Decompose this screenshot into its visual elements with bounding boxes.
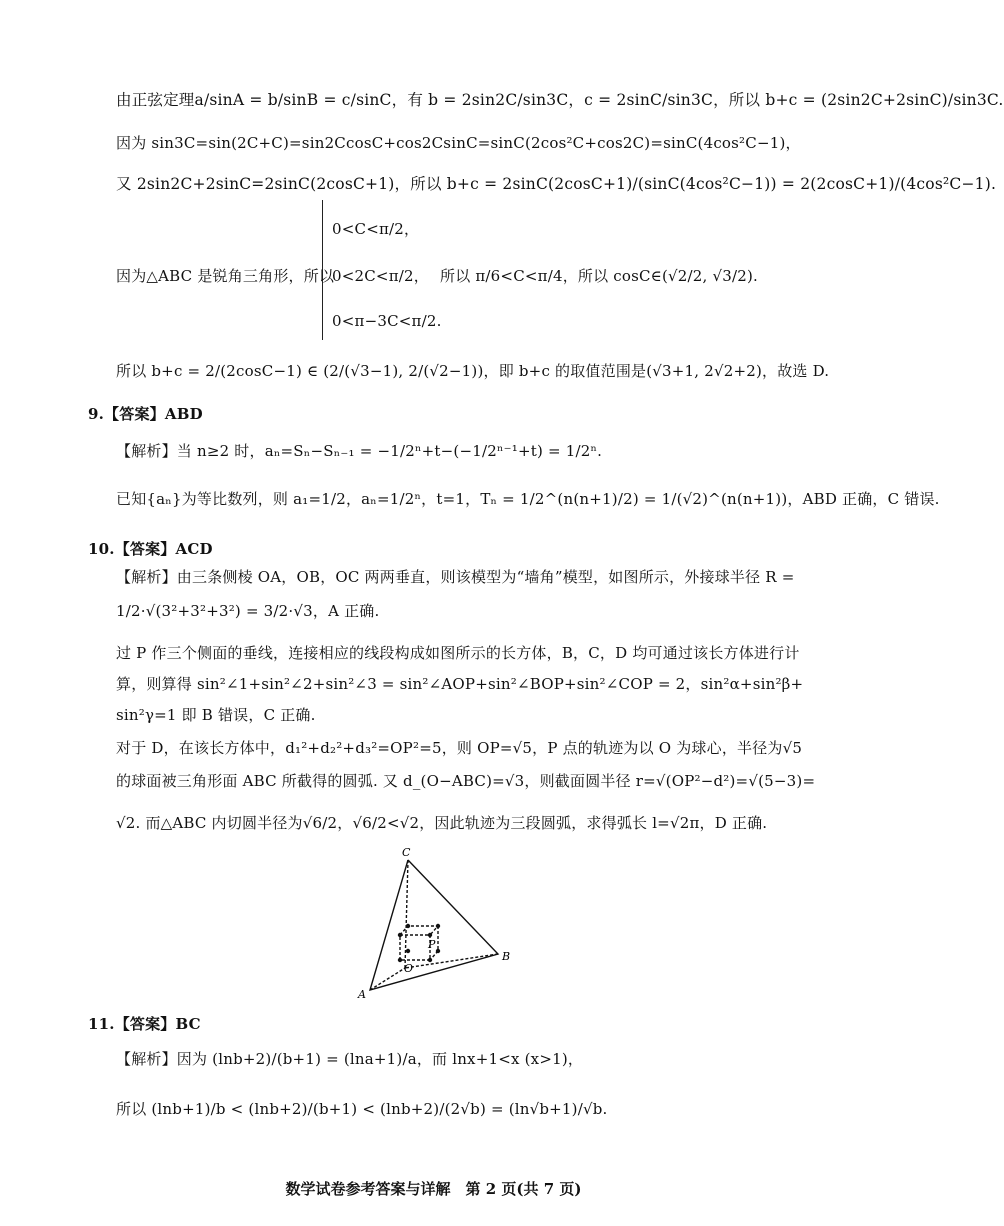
answer-heading-10: 10.【答案】ACD: [88, 540, 213, 558]
text-line: 已知{aₙ}为等比数列，则 a₁=1/2，aₙ=1/2ⁿ，t=1，Tₙ = 1/2^(n(n+1)/2) = 1/(√2)^(n(n+1))，ABD 正确，C 错误.: [116, 490, 940, 508]
vertex-label-p: P: [428, 938, 436, 951]
condition-line: 0<2C<π/2，: [332, 267, 429, 285]
text-line: 因为 sin3C=sin(2C+C)=sin2CcosC+cos2CsinC=sinC(2cos²C+cos2C)=sinC(4cos²C−1)，: [116, 134, 801, 152]
text-line: 【解析】当 n≥2 时，aₙ=Sₙ−Sₙ₋₁ = −1/2ⁿ+t−(−1/2ⁿ⁻¹+t) = 1/2ⁿ.: [116, 442, 603, 460]
vertex-label-c: C: [402, 846, 411, 859]
answer-heading-9: 9.【答案】ABD: [88, 405, 203, 423]
condition-line: 0<π−3C<π/2.: [332, 312, 442, 330]
text-line: 【解析】因为 (lnb+2)/(b+1) = (lna+1)/a，而 lnx+1<x (x>1)，: [116, 1050, 584, 1068]
page-footer: 数学试卷参考答案与详解 第 2 页(共 7 页): [285, 1180, 582, 1198]
text-line: 对于 D，在该长方体中，d₁²+d₂²+d₃²=OP²=5，则 OP=√5，P 点的轨迹为以 O 为球心，半径为√5: [116, 739, 803, 757]
tetrahedron-figure: [350, 840, 520, 1000]
text-line: √2. 而△ABC 内切圆半径为√6/2，√6/2<√2，因此轨迹为三段圆弧，求得弧长 l=√2π，D 正确.: [116, 814, 768, 832]
text-line: 的球面被三角形面 ABC 所截得的圆弧. 又 d_(O−ABC)=√3，则截面圆半径 r=√(OP²−d²)=√(5−3)=: [116, 772, 816, 790]
text-line: sin²γ=1 即 B 错误，C 正确.: [116, 706, 316, 724]
vertex-label-b: B: [502, 950, 511, 963]
text-line: 过 P 作三个侧面的垂线，连接相应的线段构成如图所示的长方体，B，C，D 均可通过该长方体进行计: [116, 644, 800, 662]
text-line: 所以 b+c = 2/(2cosC−1) ∈ (2/(√3−1), 2/(√2−1))，即 b+c 的取值范围是(√3+1, 2√2+2)，故选 D.: [116, 362, 830, 380]
vertex-label-a: A: [358, 988, 366, 1001]
text-line: 【解析】由三条侧棱 OA，OB，OC 两两垂直，则该模型为“墙角”模型，如图所示，外接球半径 R =: [116, 568, 795, 586]
text-line: 又 2sin2C+2sinC=2sinC(2cosC+1)，所以 b+c = 2sinC(2cosC+1)/(sinC(4cos²C−1)) = 2(2cosC+1)/(4cos²C−1).: [116, 175, 997, 193]
text-line: 因为△ABC 是锐角三角形，所以: [116, 267, 335, 285]
vertex-label-o: O: [404, 962, 414, 975]
text-line: 1/2·√(3²+3²+3²) = 3/2·√3，A 正确.: [116, 602, 380, 620]
text-line: 算，则算得 sin²∠1+sin²∠2+sin²∠3 = sin²∠AOP+sin²∠BOP+sin²∠COP = 2，sin²α+sin²β+: [116, 675, 804, 693]
answer-heading-11: 11.【答案】BC: [88, 1015, 201, 1033]
text-line: 所以 π/6<C<π/4，所以 cosC∈(√2/2, √3/2).: [440, 267, 758, 285]
condition-line: 0<C<π/2，: [332, 220, 420, 238]
text-line: 所以 (lnb+1)/b < (lnb+2)/(b+1) < (lnb+2)/(2√b) = (ln√b+1)/√b.: [116, 1100, 608, 1118]
text-line: 由正弦定理a/sinA = b/sinB = c/sinC，有 b = 2sin2C/sin3C，c = 2sinC/sin3C，所以 b+c = (2sin2C+2sinC)/sin3C.: [116, 91, 1004, 109]
